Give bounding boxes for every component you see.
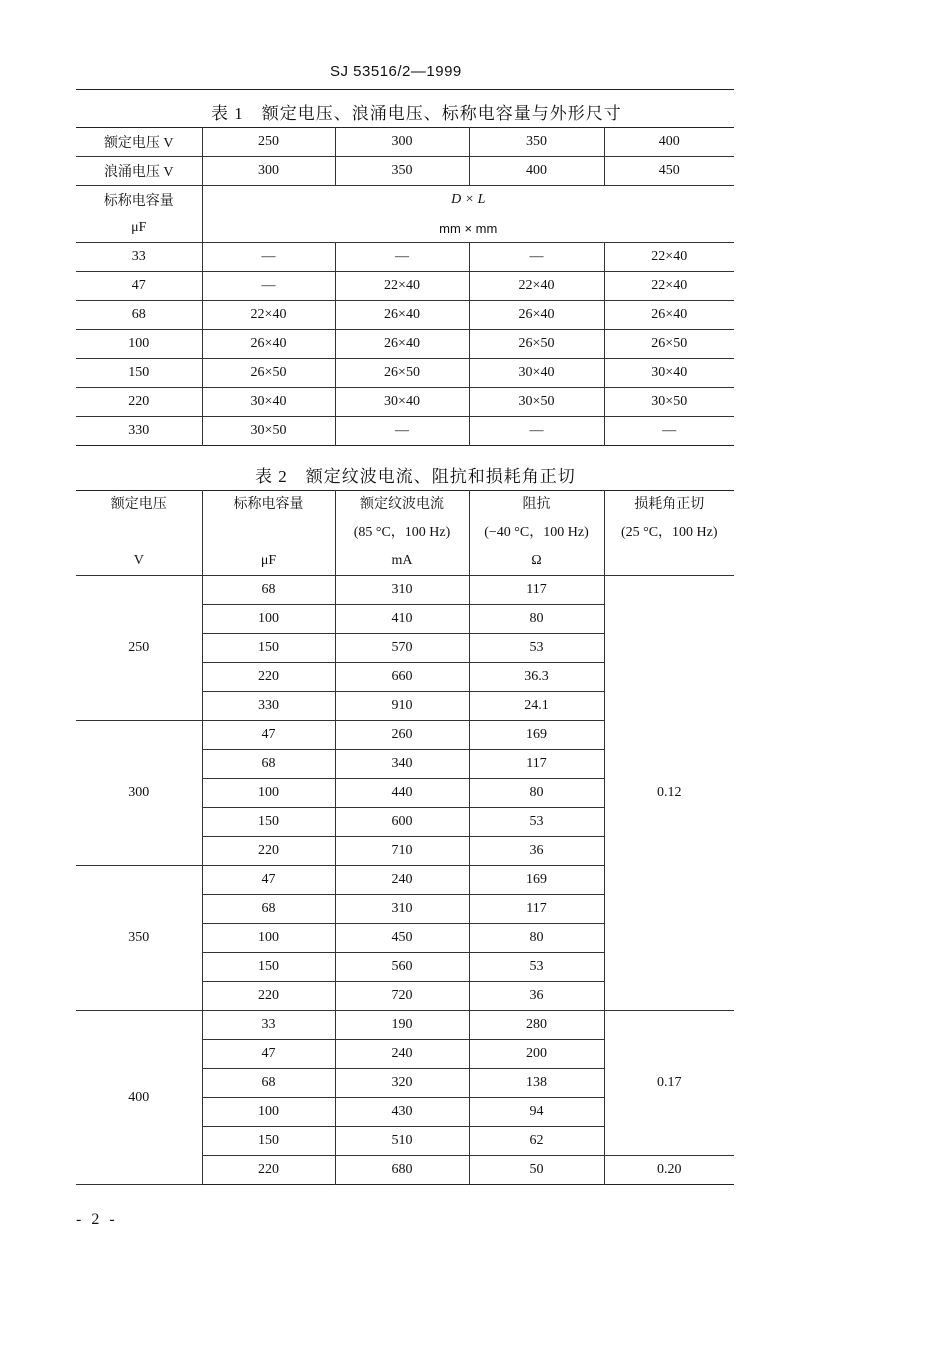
dimension-cell: 26×50 xyxy=(335,359,469,388)
impedance-cell: 169 xyxy=(469,721,604,750)
dims-unit: mm × mm xyxy=(202,214,734,243)
dimension-cell: 30×40 xyxy=(604,359,734,388)
dimension-cell: — xyxy=(335,243,469,272)
impedance-cell: 62 xyxy=(469,1127,604,1156)
capacitance-value: 33 xyxy=(76,243,202,272)
ripple-cell: 190 xyxy=(335,1011,469,1040)
dimension-cell: — xyxy=(469,417,604,446)
table-row xyxy=(76,388,734,417)
impedance-cell: 24.1 xyxy=(469,692,604,721)
impedance-cell: 50 xyxy=(469,1156,604,1185)
header-unit: Ω xyxy=(531,553,542,568)
surge-voltage-value: 400 xyxy=(469,157,604,186)
dimension-cell: — xyxy=(202,243,335,272)
header-unit: V xyxy=(133,553,144,568)
surge-voltage-value: 450 xyxy=(604,157,734,186)
ripple-cell: 310 xyxy=(335,576,469,605)
table-row xyxy=(76,1011,734,1040)
dimension-cell: 22×40 xyxy=(604,243,734,272)
table2-caption: 表 2 额定纹波电流、阻抗和损耗角正切 xyxy=(255,467,576,486)
header-text: 标称电容量 xyxy=(233,497,304,512)
dimension-cell: 26×50 xyxy=(202,359,335,388)
capacitance-value: 330 xyxy=(76,417,202,446)
ripple-cell: 720 xyxy=(335,982,469,1011)
table-row xyxy=(76,157,734,186)
capacitance-cell: 47 xyxy=(202,866,335,895)
header-text xyxy=(76,519,202,547)
surge-voltage-value: 350 xyxy=(335,157,469,186)
table-rated-voltage-dimensions xyxy=(76,127,734,446)
voltage-group-cell: 350 xyxy=(76,866,202,1011)
capacitance-cell: 68 xyxy=(202,576,335,605)
dimension-cell: 22×40 xyxy=(469,272,604,301)
dimension-cell: 30×40 xyxy=(202,388,335,417)
header-text: 损耗角正切 xyxy=(634,497,705,512)
dimension-cell: 30×40 xyxy=(335,388,469,417)
ripple-cell: 450 xyxy=(335,924,469,953)
header-rule xyxy=(76,89,734,90)
impedance-cell: 36 xyxy=(469,837,604,866)
capacitance-cell: 150 xyxy=(202,634,335,663)
rated-voltage-value: 300 xyxy=(335,128,469,157)
ripple-cell: 240 xyxy=(335,866,469,895)
capacitance-cell: 100 xyxy=(202,1098,335,1127)
impedance-cell: 80 xyxy=(469,779,604,808)
dimension-cell: 26×40 xyxy=(335,330,469,359)
header-text xyxy=(203,519,335,547)
capacitance-cell: 100 xyxy=(202,924,335,953)
capacitance-cell: 33 xyxy=(202,1011,335,1040)
dimension-cell: 22×40 xyxy=(604,272,734,301)
table-row xyxy=(76,243,734,272)
header-text: 阻抗 xyxy=(522,497,551,512)
dimension-cell: 22×40 xyxy=(202,301,335,330)
voltage-group-cell: 400 xyxy=(76,1011,202,1185)
table-row xyxy=(76,301,734,330)
table-row xyxy=(76,272,734,301)
table-header-row xyxy=(76,491,734,576)
table-row xyxy=(76,359,734,388)
ripple-cell: 440 xyxy=(335,779,469,808)
header-capacitance xyxy=(202,491,335,576)
capacitance-cell: 100 xyxy=(202,605,335,634)
header-ripple xyxy=(335,491,469,576)
header-rated-voltage xyxy=(76,491,202,576)
dimension-cell: — xyxy=(604,417,734,446)
table-row xyxy=(76,576,734,605)
ripple-cell: 410 xyxy=(335,605,469,634)
rated-voltage-label: 额定电压 V xyxy=(76,128,202,157)
impedance-cell: 80 xyxy=(469,605,604,634)
header-condition: (−40 °C，100 Hz) xyxy=(484,525,589,540)
impedance-cell: 138 xyxy=(469,1069,604,1098)
table-row xyxy=(76,330,734,359)
capacitance-label: 标称电容量 xyxy=(76,186,202,215)
dimension-cell: 26×40 xyxy=(335,301,469,330)
capacitance-cell: 220 xyxy=(202,837,335,866)
surge-voltage-label: 浪涌电压 V xyxy=(76,157,202,186)
impedance-cell: 53 xyxy=(469,953,604,982)
capacitance-cell: 150 xyxy=(202,953,335,982)
header-impedance xyxy=(469,491,604,576)
page-number: - 2 - xyxy=(76,1211,118,1228)
header-text: 额定纹波电流 xyxy=(360,497,444,512)
header-text: 额定电压 xyxy=(110,497,167,512)
table1-caption: 表 1 额定电压、浪涌电压、标称电容量与外形尺寸 xyxy=(211,104,622,123)
impedance-cell: 117 xyxy=(469,750,604,779)
surge-voltage-value: 300 xyxy=(202,157,335,186)
table-ripple-impedance-tan xyxy=(76,490,734,1185)
capacitance-cell: 68 xyxy=(202,895,335,924)
impedance-cell: 117 xyxy=(469,576,604,605)
capacitance-cell: 68 xyxy=(202,1069,335,1098)
impedance-cell: 36 xyxy=(469,982,604,1011)
ripple-cell: 260 xyxy=(335,721,469,750)
dimension-cell: 26×50 xyxy=(604,330,734,359)
dimension-cell: 22×40 xyxy=(335,272,469,301)
capacitance-value: 220 xyxy=(76,388,202,417)
dimension-cell: 30×50 xyxy=(604,388,734,417)
ripple-cell: 660 xyxy=(335,663,469,692)
voltage-group-cell: 300 xyxy=(76,721,202,866)
capacitance-cell: 68 xyxy=(202,750,335,779)
impedance-cell: 169 xyxy=(469,866,604,895)
ripple-cell: 710 xyxy=(335,837,469,866)
capacitance-cell: 100 xyxy=(202,779,335,808)
voltage-group-cell: 250 xyxy=(76,576,202,721)
ripple-cell: 680 xyxy=(335,1156,469,1185)
impedance-cell: 280 xyxy=(469,1011,604,1040)
ripple-cell: 600 xyxy=(335,808,469,837)
rated-voltage-value: 350 xyxy=(469,128,604,157)
impedance-cell: 53 xyxy=(469,808,604,837)
rated-voltage-value: 400 xyxy=(604,128,734,157)
impedance-cell: 53 xyxy=(469,634,604,663)
capacitance-value: 47 xyxy=(76,272,202,301)
header-unit: mA xyxy=(391,553,413,568)
dimension-cell: 30×50 xyxy=(202,417,335,446)
ripple-cell: 310 xyxy=(335,895,469,924)
capacitance-cell: 47 xyxy=(202,1040,335,1069)
capacitance-unit: μF xyxy=(76,214,202,243)
ripple-cell: 560 xyxy=(335,953,469,982)
dimension-cell: — xyxy=(335,417,469,446)
ripple-cell: 910 xyxy=(335,692,469,721)
document-number: SJ 53516/2—1999 xyxy=(330,63,462,80)
rated-voltage-value: 250 xyxy=(202,128,335,157)
ripple-cell: 320 xyxy=(335,1069,469,1098)
header-tan xyxy=(604,491,734,576)
capacitance-value: 150 xyxy=(76,359,202,388)
tan-cell: 0.20 xyxy=(604,1156,734,1185)
dimension-cell: 26×40 xyxy=(469,301,604,330)
tan-cell: 0.17 xyxy=(604,1011,734,1156)
header-condition: (85 °C，100 Hz) xyxy=(353,525,451,540)
ripple-cell: 510 xyxy=(335,1127,469,1156)
ripple-cell: 570 xyxy=(335,634,469,663)
dimension-cell: — xyxy=(469,243,604,272)
impedance-cell: 117 xyxy=(469,895,604,924)
capacitance-value: 68 xyxy=(76,301,202,330)
impedance-cell: 80 xyxy=(469,924,604,953)
tan-cell: 0.12 xyxy=(604,576,734,1011)
impedance-cell: 200 xyxy=(469,1040,604,1069)
capacitance-cell: 330 xyxy=(202,692,335,721)
ripple-cell: 240 xyxy=(335,1040,469,1069)
capacitance-cell: 220 xyxy=(202,982,335,1011)
table-row xyxy=(76,128,734,157)
dimension-cell: 30×40 xyxy=(469,359,604,388)
dimension-cell: 26×40 xyxy=(202,330,335,359)
table-row xyxy=(76,214,734,243)
capacitance-value: 100 xyxy=(76,330,202,359)
header-condition: (25 °C，100 Hz) xyxy=(620,525,718,540)
dims-label: D × L xyxy=(202,186,734,215)
ripple-cell: 340 xyxy=(335,750,469,779)
dimension-cell: 30×50 xyxy=(469,388,604,417)
dimension-cell: 26×40 xyxy=(604,301,734,330)
impedance-cell: 94 xyxy=(469,1098,604,1127)
ripple-cell: 430 xyxy=(335,1098,469,1127)
dimension-cell: — xyxy=(202,272,335,301)
capacitance-cell: 150 xyxy=(202,808,335,837)
capacitance-cell: 150 xyxy=(202,1127,335,1156)
table-row xyxy=(76,417,734,446)
table-row xyxy=(76,186,734,215)
capacitance-cell: 220 xyxy=(202,1156,335,1185)
capacitance-cell: 220 xyxy=(202,663,335,692)
capacitance-cell: 47 xyxy=(202,721,335,750)
dimension-cell: 26×50 xyxy=(469,330,604,359)
impedance-cell: 36.3 xyxy=(469,663,604,692)
header-unit: μF xyxy=(260,553,277,568)
